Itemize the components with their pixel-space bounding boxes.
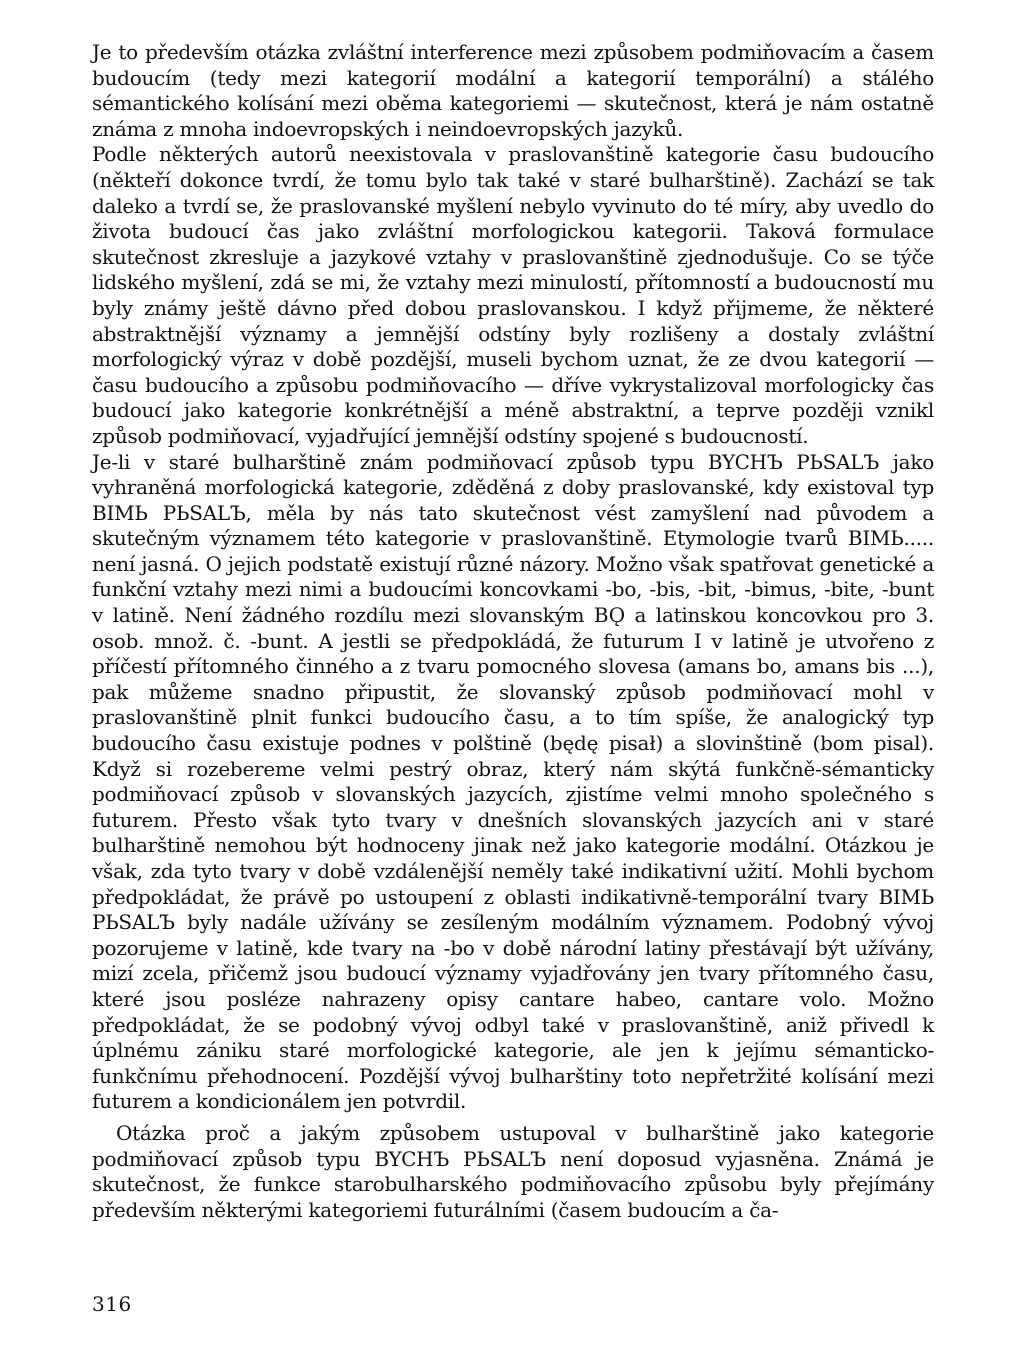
page-number: 316 xyxy=(92,1292,132,1316)
paragraph-2: Podle některých autorů neexistovala v praslovanštině kategorie času budoucího (někteří dokonce tvrdí, že tomu bylo tak také v staré bulharštině). Zachází se tak daleko a tvrdí se, že praslovanské myšlení nebylo vyvinuto do té míry, aby uvedlo do života budoucí čas jako zvláštní morfologickou kategorii. Taková formulace skutečnost zkresluje a jazykové vztahy v praslovanštině zjednodušuje. Co se týče lidského myšlení, zdá se mi, že vztahy mezi minulostí, přítomností a budoucností mu byly známy ještě dávno před dobou praslovanskou. I když přijmeme, že některé abstraktnější významy a jemnější odstíny byly rozlišeny a dostaly zvláštní morfologický výraz v době pozdější, museli bychom uznat, že ze dvou kategorií — času budoucího a způsobu podmiňovacího — dříve vykrystalizoval morfologicky čas budoucí jako kategorie konkrétnější a méně abstraktní, a teprve později vznikl způsob podmiňovací, vyjadřující jemnější odstíny spojené s budoucností. xyxy=(92,142,934,448)
page-body xyxy=(92,40,934,1223)
paragraph-3: Je-li v staré bulharštině znám podmiňovací způsob typu BYCHЪ PЬSALЪ jako vyhraněná morfologická kategorie, zděděná z doby praslovanské, kdy existoval typ BIMЬ PЬSALЪ, měla by nás tato skutečnost vést zamyšlení nad původem a skutečným významem této kategorie v praslovanštině. Etymologie tvarů BIMЬ..... není jasná. O jejich podstatě existují různé názory. Možno však spatřovat genetické a funkční vztahy mezi nimi a budoucími koncovkami -bo, -bis, -bit, -bimus, -bite, -bunt v latině. Není žádného rozdílu mezi slovanským BǪ a latinskou koncovkou pro 3. osob. množ. č. -bunt. A jestli se předpokládá, že futurum I v latině je utvořeno z příčestí přítomného činného a z tvaru pomocného slovesa (amans bo, amans bis ...), pak můžeme snadno připustit, že slovanský způsob podmiňovací mohl v praslovanštině plnit funkci budoucího času, a to tím spíše, že analogický typ budoucího času existuje podnes v polštině (będę pisał) a slovinštině (bom pisal). Když si rozebereme velmi pestrý obraz, který nám skýtá funkčně-sémanticky podmiňovací způsob v slovanských jazycích, zjistíme velmi mnoho společného s futurem. Přesto však tyto tvary v dnešních slovanských jazycích ani v staré bulharštině nemohou být hodnoceny jinak než jako kategorie modální. Otázkou je však, zda tyto tvary v době vzdálenější neměly také indikativní užití. Mohli bychom předpokládat, že právě po ustoupení z oblasti indikativně-temporální tvary BIMЬ PЬSALЪ byly nadále užívány se zesíleným modálním významem. Podobný vývoj pozorujeme v latině, kde tvary na -bo v době národní latiny přestávají být užívány, mizí zcela, přičemž jsou budoucí významy vyjadřovány jen tvary přítomného času, které jsou posléze nahrazeny opisy cantare habeo, cantare volo. Možno předpokládat, že se podobný vývoj odbyl také v praslovanštině, aniž přivedl k úplnému zániku staré morfologické kategorie, ale jen k jejímu sémanticko-funkčnímu přehodnocení. Pozdější vývoj bulharštiny toto nepřetržité kolísání mezi futurem a kondicionálem jen potvrdil. xyxy=(92,449,934,1114)
paragraph-1: Je to především otázka zvláštní interference mezi způsobem podmiňovacím a časem budoucím (tedy mezi kategorií modální a kategorií temporální) a stálého sémantického kolísání mezi oběma kategoriemi — skutečnost, která je nám ostatně známa z mnoha indoevropských i neindoevropských jazyků. xyxy=(92,40,934,141)
paragraph-4: Otázka proč a jakým způsobem ustupoval v bulharštině jako kategorie podmiňovací způsob typu BYCHЪ PЬSALЪ není doposud vyjasněna. Známá je skutečnost, že funkce starobulharského podmiňovacího způsobu byly přejímány především některými kategoriemi futurálními (časem budoucím a ča- xyxy=(92,1120,934,1222)
